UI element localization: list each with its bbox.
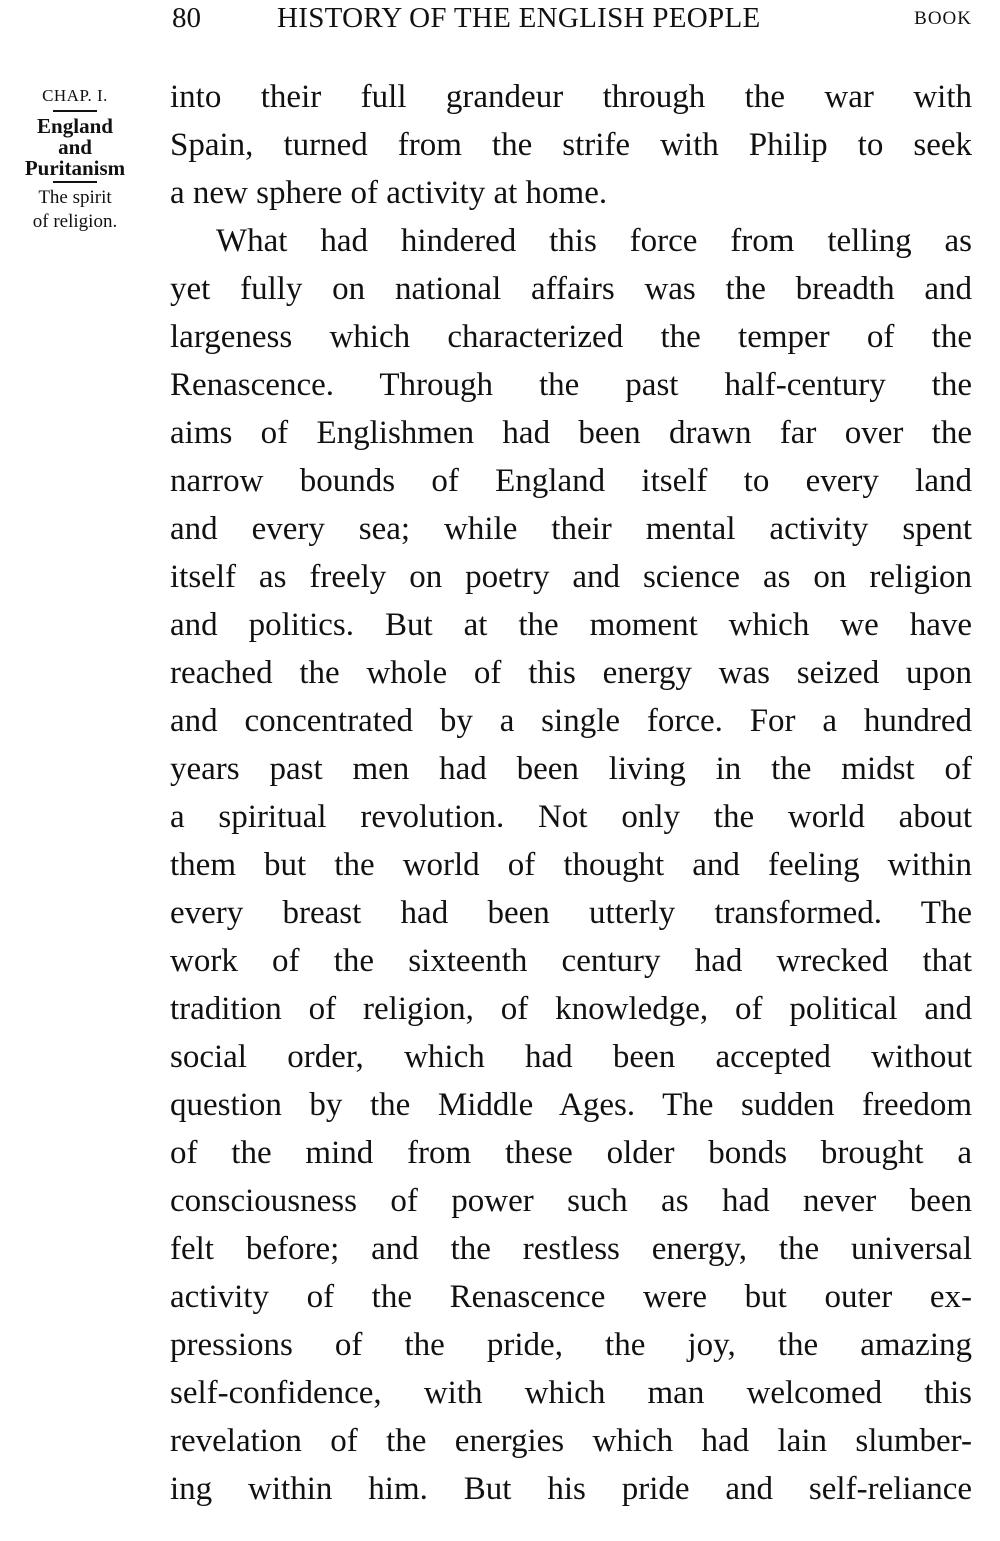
body-line: pressions of the pride, the joy, the amazing (170, 1327, 972, 1363)
body-line: Spain, turned from the strife with Philip to seek (170, 127, 972, 163)
body-text (170, 73, 972, 1513)
body-line: aims of Englishmen had been drawn far over the (170, 415, 972, 451)
body-line: them but the world of thought and feeling within (170, 847, 972, 883)
body-line: activity of the Renascence were but outer ex- (170, 1279, 972, 1315)
body-line: a spiritual revolution. Not only the world about (170, 799, 972, 835)
body-line: into their full grandeur through the war with (170, 79, 972, 115)
sidenote-rule-top (53, 110, 97, 112)
body-line: Renascence. Through the past half-century the (170, 367, 972, 403)
body-line: narrow bounds of England itself to every land (170, 463, 972, 499)
section-label-line3: Puritanism (24, 156, 126, 180)
section-label-line2: and (58, 135, 92, 159)
body-line: every breast had been utterly transformed. The (170, 895, 972, 931)
body-line: largeness which characterized the temper of the (170, 319, 972, 355)
margin-notes (4, 84, 146, 233)
margin-note-line1: The spirit (38, 187, 112, 208)
body-line: years past men had been living in the midst of (170, 751, 972, 787)
body-line: tradition of religion, of knowledge, of political and (170, 991, 972, 1027)
page-number: 80 (172, 2, 201, 34)
body-line: itself as freely on poetry and science as on religion (170, 559, 972, 595)
body-line: felt before; and the restless energy, the universal (170, 1231, 972, 1267)
body-line: and politics. But at the moment which we have (170, 607, 972, 643)
section-label-line1: England (37, 114, 113, 138)
body-line: a new sphere of activity at home. (170, 175, 608, 211)
running-book-label: BOOK (914, 8, 972, 29)
body-line: self-confidence, with which man welcomed this (170, 1375, 972, 1411)
sidenote-rule-bottom (53, 181, 97, 183)
body-line: question by the Middle Ages. The sudden freedom (170, 1087, 972, 1123)
body-line: revelation of the energies which had lain slumber- (170, 1423, 972, 1459)
body-line: of the mind from these older bonds brought a (170, 1135, 972, 1171)
body-line: ing within him. But his pride and self-reliance (170, 1471, 972, 1507)
body-line: work of the sixteenth century had wrecked that (170, 943, 972, 979)
chapter-label: CHAP. I. (42, 86, 108, 105)
body-line: and concentrated by a single force. For a hundred (170, 703, 972, 739)
body-line: social order, which had been accepted without (170, 1039, 972, 1075)
margin-note-line2: of religion. (32, 211, 118, 232)
body-line: consciousness of power such as had never been (170, 1183, 972, 1219)
body-line: and every sea; while their mental activity spent (170, 511, 972, 547)
running-head (172, 2, 972, 38)
body-line: reached the whole of this energy was seized upon (170, 655, 972, 691)
body-line: yet fully on national affairs was the breadth and (170, 271, 972, 307)
body-line: What had hindered this force from telling as (216, 223, 972, 259)
running-title: HISTORY OF THE ENGLISH PEOPLE (277, 2, 761, 34)
